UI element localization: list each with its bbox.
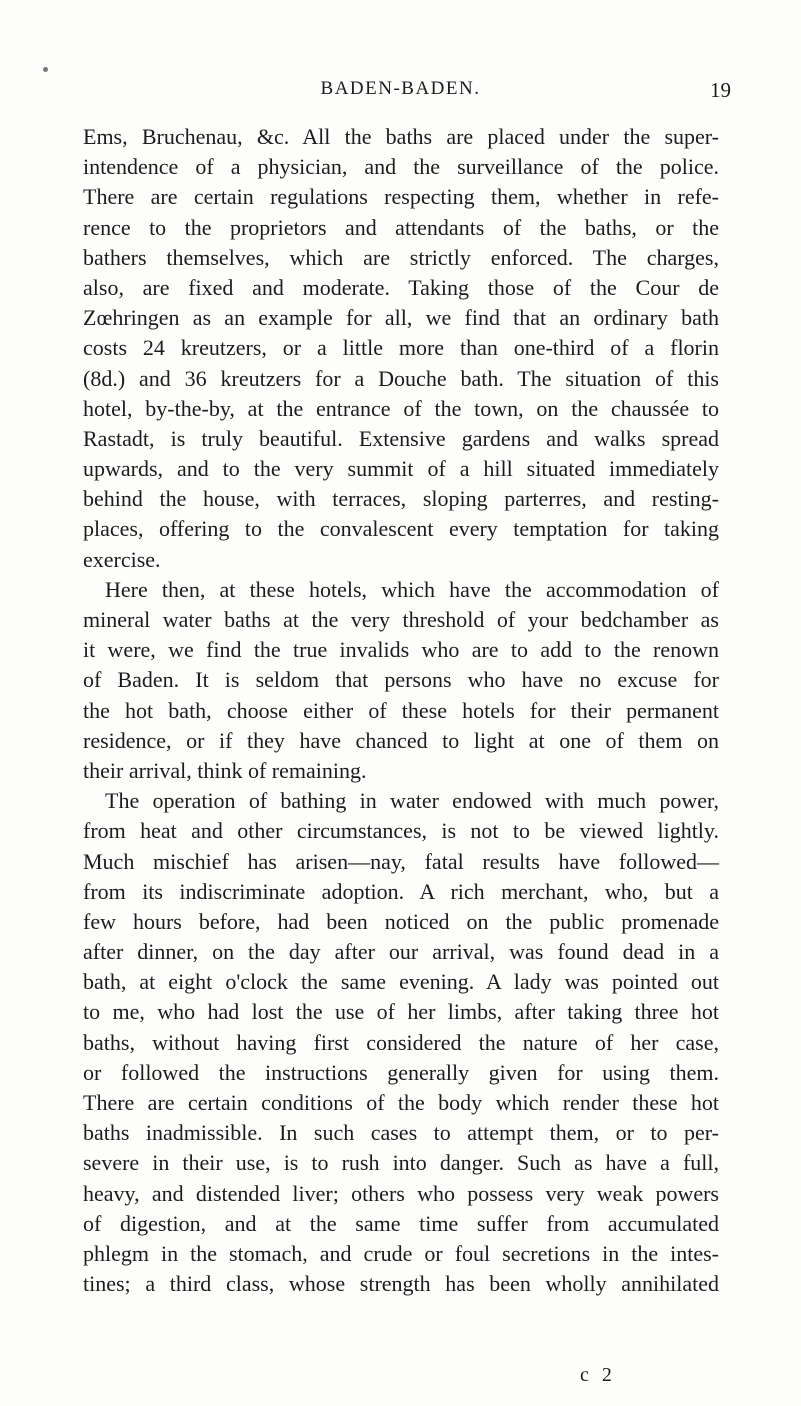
text-line: to me, who had lost the use of her limbs, after taking three hot <box>83 999 719 1025</box>
text-line: bathers themselves, which are strictly enforced. The charges, <box>83 244 719 270</box>
text-line: residence, or if they have chanced to light at one of them on <box>83 727 719 753</box>
text-line: from its indiscriminate adoption. A rich merchant, who, but a <box>83 878 719 904</box>
running-head: BADEN-BADEN. <box>320 78 481 99</box>
text-line: exercise. <box>83 546 161 572</box>
text-line: intendence of a physician, and the surveillance of the police. <box>83 154 719 180</box>
page-header <box>0 78 801 106</box>
page-number: 19 <box>710 78 731 102</box>
text-line: few hours before, had been noticed on the public promenade <box>83 908 719 934</box>
text-line: Here then, at these hotels, which have the accommodation of <box>105 576 719 602</box>
text-line: costs 24 kreutzers, or a little more than one-third of a florin <box>83 335 719 361</box>
text-line: or followed the instructions generally given for using them. <box>83 1059 719 1085</box>
text-line: phlegm in the stomach, and crude or foul secretions in the intes- <box>83 1240 719 1266</box>
body-text <box>83 122 719 1299</box>
text-line: it were, we find the true invalids who are to add to the renown <box>83 637 719 663</box>
text-line: (8d.) and 36 kreutzers for a Douche bath. The situation of this <box>83 365 719 391</box>
signature-mark: c 2 <box>580 1364 616 1386</box>
signature-mark-row <box>0 1364 801 1390</box>
text-line: severe in their use, is to rush into danger. Such as have a full, <box>83 1150 719 1176</box>
text-line: of Baden. It is seldom that persons who have no excuse for <box>83 667 719 693</box>
text-line: baths inadmissible. In such cases to attempt them, or to per- <box>83 1120 719 1146</box>
text-line: The operation of bathing in water endowed with much power, <box>105 788 719 814</box>
text-line: places, offering to the convalescent every temptation for taking <box>83 516 719 542</box>
text-line: upwards, and to the very summit of a hill situated immediately <box>83 456 719 482</box>
text-line: Ems, Bruchenau, &c. All the baths are placed under the super- <box>83 124 719 149</box>
text-line: There are certain regulations respecting them, whether in refe- <box>83 184 719 210</box>
text-line: Much mischief has arisen—nay, fatal results have followed— <box>83 848 719 874</box>
text-line: of digestion, and at the same time suffer from accumulated <box>83 1210 719 1236</box>
text-line: Rastadt, is truly beautiful. Extensive gardens and walks spread <box>83 425 719 451</box>
text-line: bath, at eight o'clock the same evening. A lady was pointed out <box>83 969 719 995</box>
text-line: hotel, by-the-by, at the entrance of the town, on the chaussée to <box>83 395 719 421</box>
text-line: Zœhringen as an example for all, we find that an ordinary bath <box>83 305 719 331</box>
text-line: heavy, and distended liver; others who possess very weak powers <box>83 1180 719 1206</box>
text-line: also, are fixed and moderate. Taking those of the Cour de <box>83 274 719 300</box>
text-line: from heat and other circumstances, is not to be viewed lightly. <box>83 818 719 844</box>
text-line: their arrival, think of remaining. <box>83 757 367 783</box>
text-line: behind the house, with terraces, sloping parterres, and resting- <box>83 486 719 512</box>
text-line: the hot bath, choose either of these hotels for their permanent <box>83 697 719 723</box>
text-line: There are certain conditions of the body which render these hot <box>83 1090 719 1115</box>
text-line: after dinner, on the day after our arrival, was found dead in a <box>83 939 719 965</box>
text-line: rence to the proprietors and attendants of the baths, or the <box>83 214 719 240</box>
text-line: tines; a third class, whose strength has been wholly annihilated <box>83 1271 719 1297</box>
text-line: baths, without having first considered the nature of her case, <box>83 1029 719 1055</box>
text-line: mineral water baths at the very threshold of your bedchamber as <box>83 607 719 632</box>
ink-speck <box>43 67 48 72</box>
